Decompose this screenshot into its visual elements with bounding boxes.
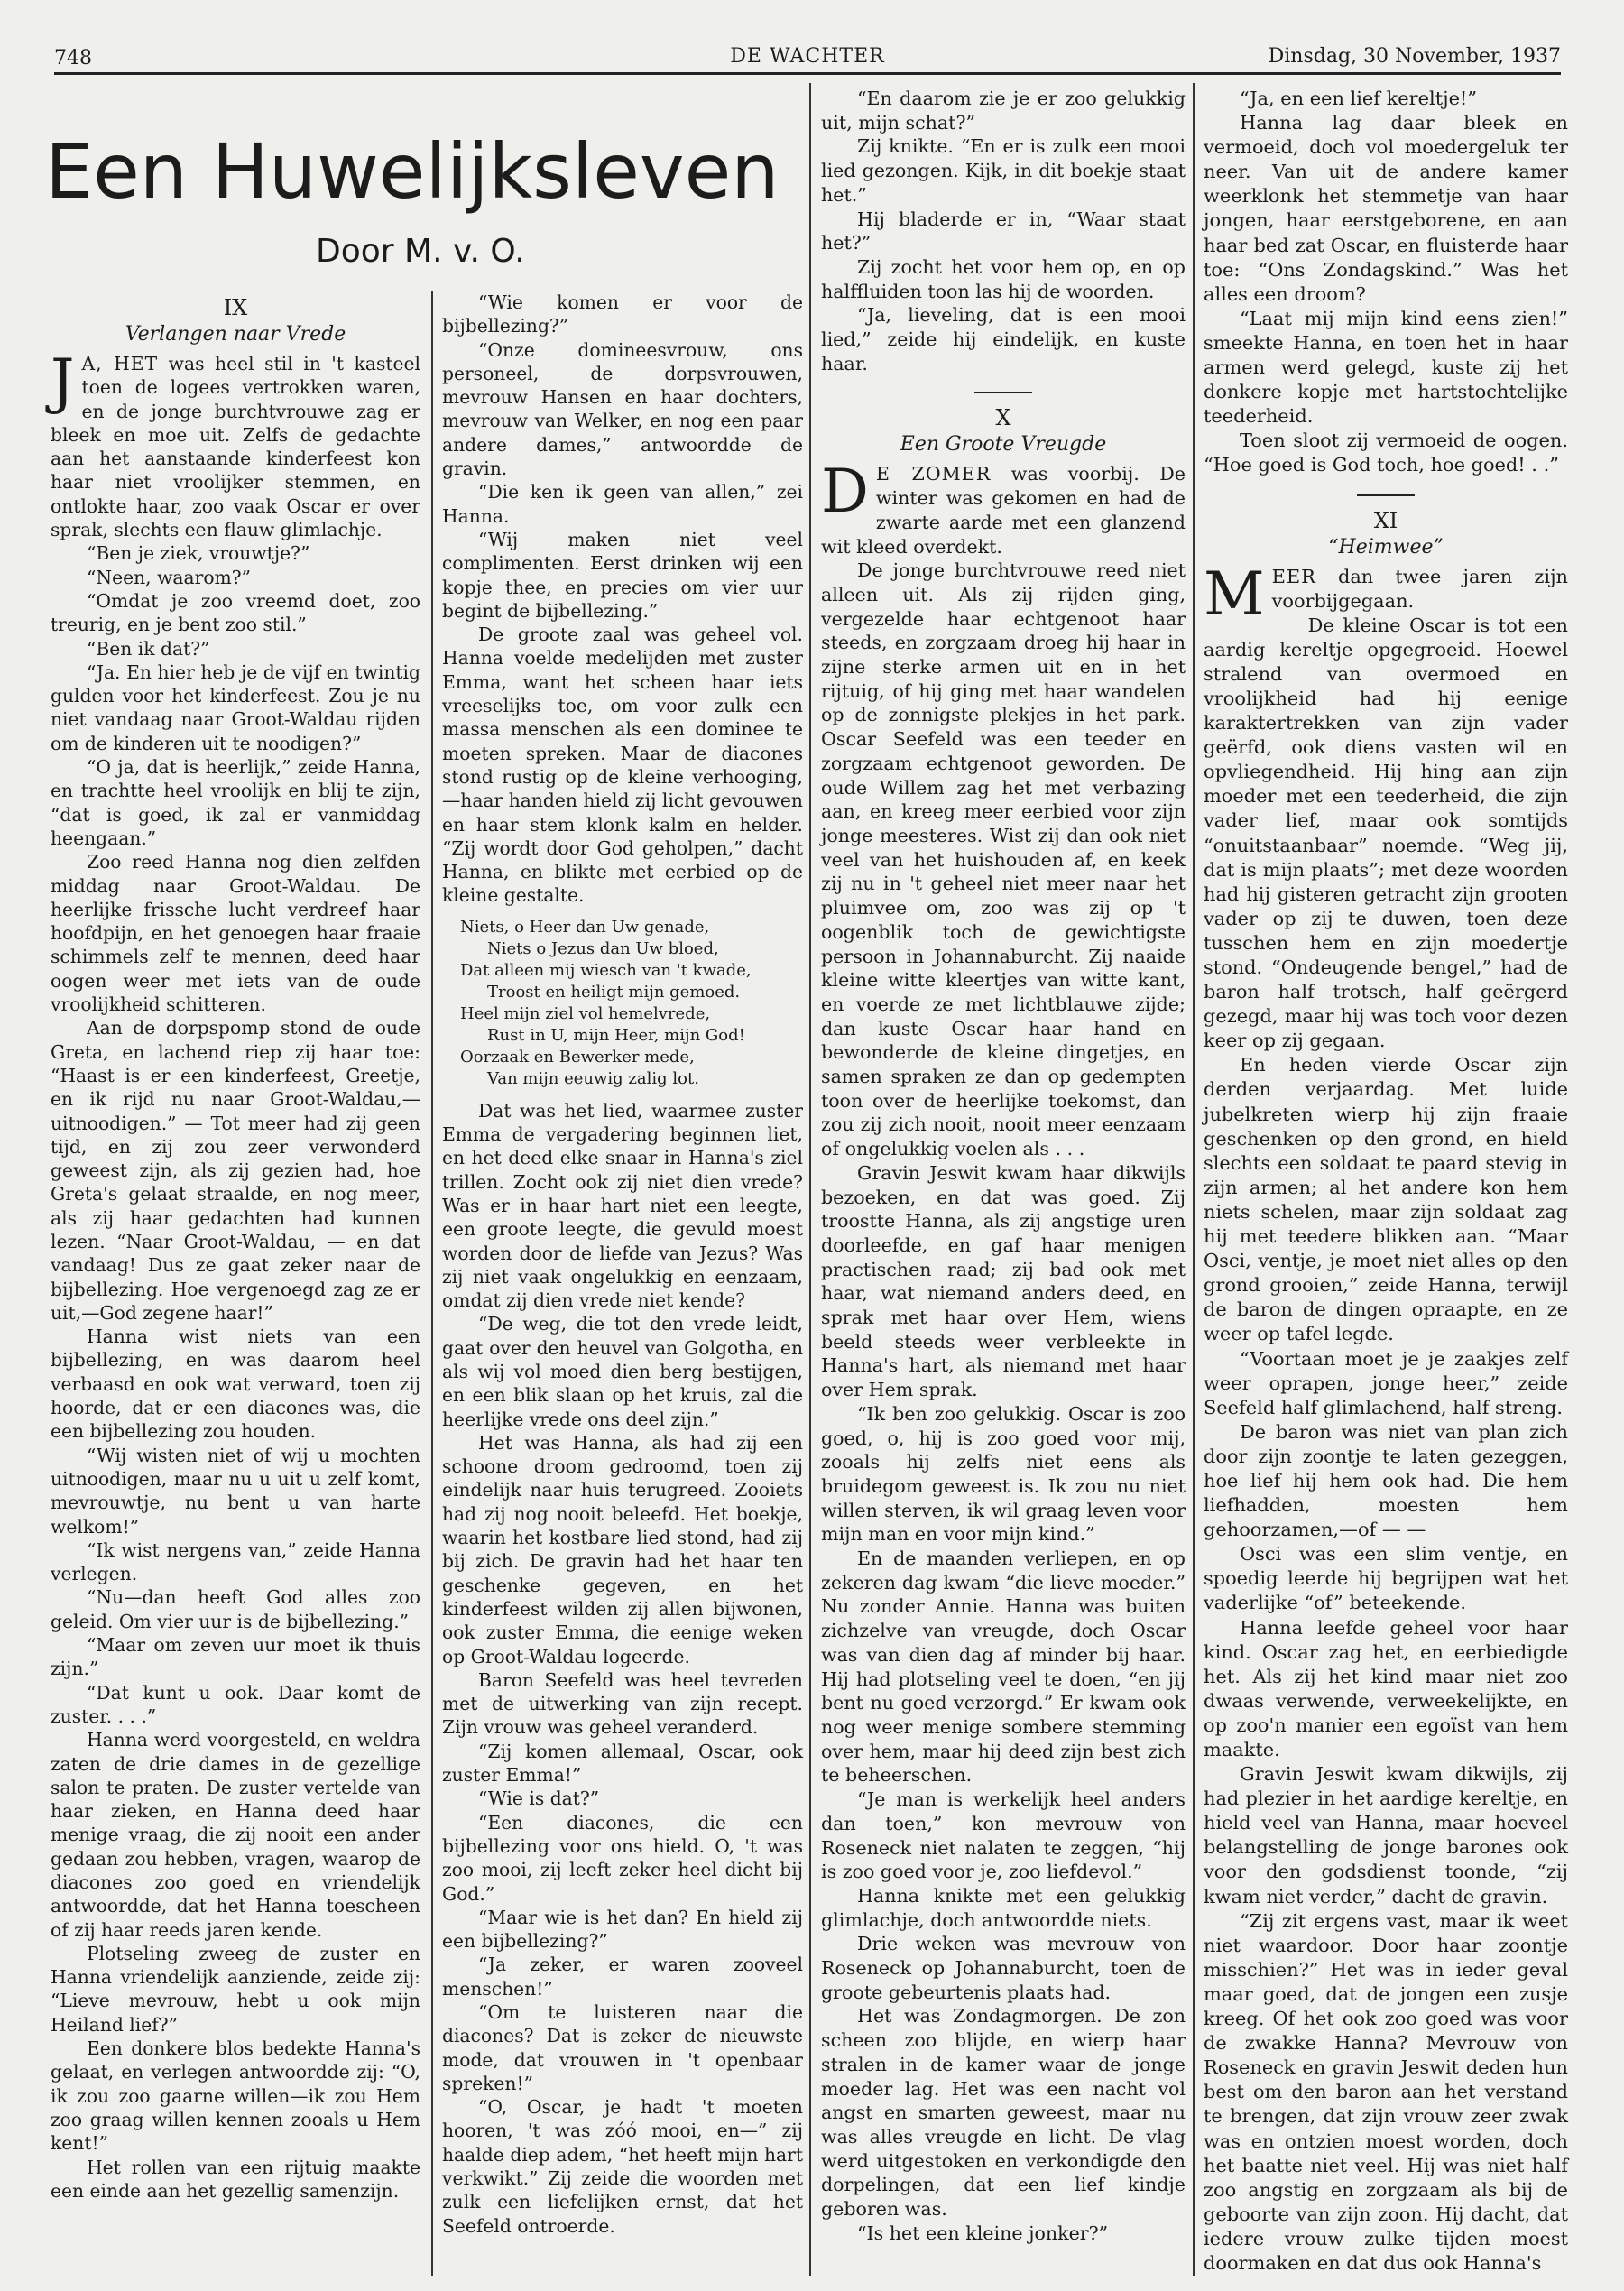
paragraph: “Nu—dan heeft God alles zoo geleid. Om vier uur is de bijbellezing.” [51, 1586, 420, 1632]
paragraph: “Ja zeker, er waren zooveel menschen!” [442, 1954, 803, 2000]
verse-line: Oorzaak en Bewerker mede, [460, 1047, 695, 1067]
paragraph: “Neen, waarom?” [87, 566, 251, 588]
paragraph: Zoo reed Hanna nog dien zelfden middag naar Groot-Waldau. De heerlijke frissche lucht verdreef haar hoofdpijn, en het genoegen haar fraaie schimmels zelf te mennen, deed haar oogen weer met iets van de oude vroolijkheid schitteren. [51, 851, 420, 1016]
paragraph: “Ben je ziek, vrouwtje?” [87, 542, 310, 565]
paragraph: De baron was niet van plan zich door zijn zoontje te laten gezeggen, hoe lief hij hem ook had. Die hem liefhadden, moesten hem gehoorzamen,—of — — [1204, 1420, 1568, 1541]
paragraph: “Die ken ik geen van allen,” zei Hanna. [442, 481, 803, 527]
section-number: IX [223, 295, 248, 320]
paragraph: “Ja, en een lief kereltje!” [1240, 88, 1478, 109]
paragraph: “Dat kunt u ook. Daar komt de zuster. . . .” [51, 1681, 420, 1727]
paragraph: Dat was het lied, waarmee zuster Emma de vergadering beginnen liet, en het deed elke snaar in Hanna's ziel trillen. Zocht ook zij niet dien vrede? Was er in haar hart niet een leegte, een groote leegte, die gevuld moest worden door de liefde van Jezus? Was zij niet vaak ongelukkig en eenzaam, omdat zij dien vrede niet kende? [442, 1099, 803, 1312]
header-rule [54, 72, 1561, 75]
paragraph: “Wij wisten niet of wij u mochten uitnoodigen, maar nu u uit u zelf komt, mevrouwtje, nu bent u van harte welkom!” [51, 1444, 420, 1538]
section-lead-paragraph [51, 346, 420, 541]
verse-line: Niets, o Heer dan Uw genade, [460, 917, 710, 937]
paragraph: En de maanden verliepen, en op zekeren dag kwam “die lieve moeder.” Nu zonder Annie. Hanna was buiten zichzelve van vreugde, doch Oscar was van dien dag af minder bij haar. Hij had plotseling veel te doen, “en jij bent nu goed verzorgd.” Er kwam ook nog weer menige sombere stemming over hem, maar hij deed zijn best zich te beheerschen. [821, 1547, 1186, 1787]
paragraph: Gravin Jeswit kwam dikwijls, zij had plezier in het aardige kereltje, en hield veel van Hanna, maar hoeveel belangstelling de jonge barones ook voor den godsdienst toonde, “zij kwam niet verder,” dacht de gravin. [1204, 1763, 1568, 1908]
section-divider [1357, 494, 1415, 496]
paragraph: “O ja, dat is heerlijk,” zeide Hanna, en trachtte heel vroolijk en blij te zijn, “dat is goed, ik zal er vanmiddag heengaan.” [51, 756, 420, 849]
paragraph: Gravin Jeswit kwam haar dikwijls bezoeken, en dat was goed. Zij troostte Hanna, als zij angstige uren doorleefde, en gaf haar menigen practischen raad; zij bad ook met haar, wat niemand anders deed, en sprak met haar over Hem, wiens beeld steeds weer verbleekte in Hanna's hart, als niemand met haar over Hem sprak. [821, 1161, 1186, 1401]
section-subtitle: Een Groote Vreugde [900, 433, 1107, 457]
paragraph: “Omdat je zoo vreemd doet, zoo treurig, en je bent zoo stil.” [51, 589, 420, 636]
paragraph: “De weg, die tot den vrede leidt, gaat over den heuvel van Golgotha, en als wij vol moed dien berg bestijgen, en een blik slaan op het kruis, zal die heerlijke vrede ons deel zijn.” [442, 1313, 803, 1430]
paragraph: Hanna werd voorgesteld, en weldra zaten de drie dames in de gezellige salon te praten. De zuster vertelde van haar zieken, en Hanna deed haar menige vraag, die zij nooit een ander gedaan zou hebben, vragen, waarop de diacones zoo goed en vriendelijk antwoordde, dat het Hanna toescheen of zij haar reeds jaren kende. [51, 1729, 420, 1941]
paragraph: Een donkere blos bedekte Hanna's gelaat, en verlegen antwoordde zij: “O, ik zou zoo gaarne willen—ik zou Hem zoo graag willen kennen zooals u Hem kent!” [51, 2037, 420, 2155]
publication-name: DE WACHTER [730, 45, 885, 68]
paragraph: “Zij zit ergens vast, maar ik weet niet waardoor. Door haar zoontje misschien?” Het was in ieder geval maar goed, dat de jongen een zusje kreeg. Of het ook zoo goed was voor de zwakke Hanna? Mevrouw von Roseneck en gravin Jeswit deden hun best om den baron aan het verstand te brengen, dat zijn vrouw zeer zwak was en ontzien moest worden, doch het baatte niet veel. Hij was niet half zoo angstig en zorgzaam als bij de geboorte van zijn zoon. Hij dacht, dat iedere vrouw zulke tijden moest doormaken en dat dus ook Hanna's [1204, 1909, 1568, 2274]
paragraph: Zij knikte. “En er is zulk een mooi lied gezongen. Kijk, in dit boekje staat het.” [821, 135, 1186, 206]
issue-date: Dinsdag, 30 November, 1937 [1268, 45, 1561, 68]
paragraph: “Ik ben zoo gelukkig. Oscar is zoo goed, o, hij is zoo goed voor mij, zooals hij zelfs niet eens als bruidegom geweest is. Ik zou nu niet willen sterven, ik wil graag leven voor mijn man en voor mijn kind.” [821, 1402, 1186, 1546]
paragraph: “Ben ik dat?” [87, 637, 210, 660]
lead-caps: EER [1271, 565, 1316, 587]
paragraph: “Wij maken niet veel complimenten. Eerst drinken wij een kopje thee, en precies om vier uur begint de bijbellezing.” [442, 528, 803, 622]
lead-text: dan twee jaren zijn voorbijgegaan. [1271, 565, 1568, 612]
paragraph: “Maar wie is het dan? En hield zij een bijbellezing?” [442, 1906, 803, 1953]
article-title: Een Huwelijksleven [45, 127, 780, 216]
lead-text: was heel stil in 't kasteel toen de logees vertrokken waren, en de jonge burchtvrouwe zag er bleek en moe uit. Zelfs de gedachte aan het aanstaande kinderfeest kon haar niet vroolijker stemmen, en ontlokte haar, zoo vaak Oscar er over sprak, slechts een flauw glimlachje. [51, 353, 420, 541]
paragraph: Hanna wist niets van een bijbellezing, en was daarom heel verbaasd en ook wat verward, toen zij hoorde, dat er een diacones was, die een bijbellezing zou houden. [51, 1326, 420, 1443]
section-number: X [995, 405, 1011, 431]
lead-caps: A, HET [81, 353, 159, 374]
paragraph: Plotseling zweeg de zuster en Hanna vriendelijk aanziende, zeide zij: “Lieve mevrouw, hebt u ook mijn Heiland lief?” [51, 1942, 420, 2036]
section-lead-paragraph [821, 457, 1186, 559]
paragraph: De kleine Oscar is tot een aardig kereltje opgegroeid. Hoewel stralend van overmoed en vroolijkheid had hij eenige karaktertrekken van zijn vader geërfd, ook diens vasten wil en opvliegendheid. Hij hing aan zijn moeder met een teederheid, die zijn vader lief, maar ook somtijds “onuitstaanbaar” noemde. “Weg jij, dat is mijn plaats”; met deze woorden had hij gisteren getracht zijn grooten vader op zij te duwen, toen deze tusschen hem en zijn moedertje stond. “Ondeugende bengel,” had de baron half trotsch, half geërgerd gezegd, maar hij was toch voor dezen keer op zij gegaan. [1204, 614, 1568, 1052]
paragraph: Hanna leefde geheel voor haar kind. Oscar zag het, en eerbiedigde het. Als zij het kind maar niet zoo dwaas verwende, verweekelijkte, en op zoo'n manier een egoïst van hem maakte. [1204, 1616, 1568, 1760]
column-2 [442, 291, 803, 2238]
section-lead-paragraph [1204, 559, 1568, 629]
paragraph: Hanna knikte met een gelukkig glimlachje, doch antwoordde niets. [821, 1884, 1186, 1931]
paragraph: De groote zaal was geheel vol. Hanna voelde medelijden met zuster Emma, want het scheen haar iets vreeselijks toe, om voor zulk een massa menschen als een dominee te moeten spreken. Maar de diacones stond rustig op de kleine verhooging,—haar handen hield zij licht gevouwen en haar stem klonk kalm en helder. “Zij wordt door God geholpen,” dacht Hanna, en blikte met eerbied op de kleine gestalte. [442, 624, 803, 907]
section-subtitle: “Heimwee” [1328, 535, 1444, 559]
paragraph: “Onze domineesvrouw, ons personeel, de dorpsvrouwen, mevrouw Hansen en haar dochters, mevrouw van Welker, en nog een paar andere dames,” antwoordde de gravin. [442, 338, 803, 480]
column-rule [1193, 83, 1195, 2276]
drop-cap: M [1204, 559, 1265, 629]
verse-line: Rust in U, mijn Heer, mijn God! [487, 1025, 745, 1045]
paragraph: De jonge burchtvrouwe reed niet alleen uit. Als zij rijden ging, vergezelde haar echtgenoot haar steeds, en zorgzaam droeg hij haar in zijne sterke armen uit en in het rijtuig, of hij ging met haar wandelen op de zonnigste plekjes in het park. Oscar Seefeld was een teeder en zorgzaam echtgenoot geworden. De oude Willem zag het met verbazing aan, en kreeg meer eerbied voor zijn jonge meesteres. Wist zij dan ook niet veel van het huishouden af, en keek zij nu in 't geheel niet meer naar het pluimvee om, zoo was zij op 't oogenblik toch de gewichtigste persoon in Johannaburcht. Zij naaide kleine witte kleertjes van witte kant, en voerde ze met lichtblauwe zijde; dan kuste Oscar haar hand en bewonderde de kleine dingetjes, en samen spraken ze dan op gedempten toon over de heerlijke toekomst, dan zou zij zich nooit, nooit meer eenzaam of ongelukkig voelen als . . . [821, 559, 1186, 1160]
verse-line: Dat alleen mij wiesch van 't kwade, [460, 960, 752, 980]
paragraph: Het was Hanna, als had zij een schoone droom gedroomd, toen zij eindelijk naar huis terugreed. Zooiets had zij nog nooit beleefd. Het boekje, waarin het kostbare lied stond, had zij bij zich. De gravin had het haar ten geschenke gegeven, en het kinderfeest wilden zij allen bijwonen, ook zuster Emma, die eenige weken op Groot-Waldau logeerde. [442, 1431, 803, 1667]
verse-line: Van mijn eeuwig zalig lot. [487, 1068, 699, 1088]
paragraph: Het was Zondagmorgen. De zon scheen zoo blijde, en wierp haar stralen in de kamer waar de jonge moeder lag. Het was een nacht vol angst en smarten geweest, maar nu was alles vreugde en licht. De vlag werd uitgestoken en verkondigde den dorpelingen, dat een lief kindje geboren was. [821, 2005, 1186, 2221]
column-3 [821, 87, 1186, 2245]
paragraph: “Is het een kleine jonker?” [857, 2222, 1109, 2244]
verse-line: Heel mijn ziel vol hemelvrede, [460, 1003, 711, 1023]
drop-cap: D [821, 457, 869, 527]
paragraph: “Wie komen er voor de bijbellezing?” [442, 291, 803, 337]
paragraph: Baron Seefeld was heel tevreden met de uitwerking van zijn recept. Zijn vrouw was geheel veranderd. [442, 1668, 803, 1739]
paragraph: “Wie is dat?” [478, 1788, 600, 1810]
column-rule [809, 83, 811, 2276]
paragraph: Osci was een slim ventje, en spoedig leerde hij begrijpen wat het vaderlijke “of” beteekende. [1204, 1543, 1568, 1614]
hymn-verse [460, 917, 803, 1090]
paragraph: “O, Oscar, je hadt 't moeten hooren, 't was zóó mooi, en—” zij haalde diep adem, “het heeft mijn hart verkwikt.” Zij zeide die woorden met zulk een liefelijken ernst, dat het Seefeld ontroerde. [442, 2096, 803, 2237]
paragraph: Zij zocht het voor hem op, en op halffluiden toon las hij de woorden. [821, 255, 1186, 302]
paragraph: Aan de dorpspomp stond de oude Greta, en lachend riep zij haar toe: “Haast is er een kinderfeest, Greetje, en ik rijd nu naar Groot-Waldau,—uitnoodigen.” — Tot meer had zij geen tijd, en zij zou zeer verwonderd geweest zijn, als zij gezien had, hoe Greta's gelaat straalde, en nog meer, als zij haar gedachten had kunnen lezen. “Naar Groot-Waldau, — en dat vandaag! Dus ze gaat zeker naar de bijbellezing. Hoe vergenoegd zag ze er uit,—God zegene haar!” [51, 1017, 420, 1324]
article-byline: Door M. v. O. [316, 233, 525, 270]
paragraph: “Om te luisteren naar die diacones? Dat is zeker de nieuwste mode, dat vrouwen in 't openbaar spreken!” [442, 2001, 803, 2094]
paragraph: “Je man is werkelijk heel anders dan toen,” kon mevrouw von Roseneck niet nalaten te zeggen, “hij is zoo goed voor je, zoo liefdevol.” [821, 1788, 1186, 1883]
lead-caps: E ZOMER [875, 463, 992, 485]
section-divider [974, 392, 1032, 393]
column-1 [51, 291, 420, 2203]
paragraph: “Voortaan moet je je zaakjes zelf weer oprapen, jonge heer,” zeide Seefeld half glimlachend, half streng. [1204, 1347, 1568, 1418]
title-block [45, 126, 812, 270]
paragraph: “Zij komen allemaal, Oscar, ook zuster Emma!” [442, 1740, 803, 1787]
column-rule [431, 291, 433, 2276]
paragraph: “Ja. En hier heb je de vijf en twintig gulden voor het kinderfeest. Zou je nu niet vandaag naar Groot-Waldau rijden om de kinderen uit te noodigen?” [51, 661, 420, 754]
drop-cap: J [51, 346, 75, 416]
paragraph: Toen sloot zij vermoeid de oogen. “Hoe goed is God toch, hoe goed! . .” [1204, 430, 1568, 476]
paragraph: Hanna lag daar bleek en vermoeid, doch vol moedergeluk ter neer. Van uit de andere kamer weerklonk het stemmetje van haar jongen, haar eerstgeborene, en aan haar bed zat Oscar, en fluisterde haar toe: “Ons Zondagskind.” Was het alles een droom? [1204, 112, 1568, 305]
paragraph: “En daarom zie je er zoo gelukkig uit, mijn schat?” [821, 88, 1186, 134]
verse-line: Troost en heiligt mijn gemoed. [487, 982, 741, 1002]
verse-line: Niets o Jezus dan Uw bloed, [487, 938, 719, 958]
lead-text: was voorbij. De winter was gekomen en had de zwarte aarde met een glanzend wit kleed overdekt. [821, 463, 1186, 558]
section-subtitle: Verlangen naar Vrede [125, 323, 346, 346]
paragraph: “Ja, lieveling, dat is een mooi lied,” zeide hij eindelijk, en kuste haar. [821, 304, 1186, 374]
paragraph: Hij bladerde er in, “Waar staat het?” [821, 208, 1186, 254]
paragraph: Het rollen van een rijtuig maakte een einde aan het gezellig samenzijn. [51, 2156, 420, 2202]
paragraph: “Maar om zeven uur moet ik thuis zijn.” [51, 1634, 420, 1680]
column-4 [1204, 87, 1568, 2276]
paragraph: “Een diacones, die een bijbellezing voor ons hield. O, 't was zoo mooi, zij leeft zeker heel dicht bij God.” [442, 1811, 803, 1905]
section-number: XI [1373, 507, 1398, 533]
paragraph: En heden vierde Oscar zijn derden verjaardag. Met luide jubelkreten wierp hij zijn fraaie geschenken op den grond, en hield slechts een soldaat te paard stevig in zijn armen; al het andere kon hem niets schelen, maar zijn soldaat zag hij met teedere blikken aan. “Maar Osci, ventje, je moet niet alles op den grond grooien,” zeide Hanna, terwijl de baron de dingen opraapte, en ze weer op tafel legde. [1204, 1054, 1568, 1345]
page-number: 748 [54, 47, 92, 69]
page-header [54, 40, 1561, 76]
paragraph: “Ik wist nergens van,” zeide Hanna verlegen. [51, 1538, 420, 1585]
paragraph: Drie weken was mevrouw von Roseneck op Johannaburcht, toen de groote gebeurtenis plaats had. [821, 1933, 1186, 2003]
paragraph: “Laat mij mijn kind eens zien!” smeekte Hanna, en toen het in haar armen werd gelegd, kuste zij het donkere kopje met hartstochtelijke teederheid. [1204, 307, 1568, 428]
